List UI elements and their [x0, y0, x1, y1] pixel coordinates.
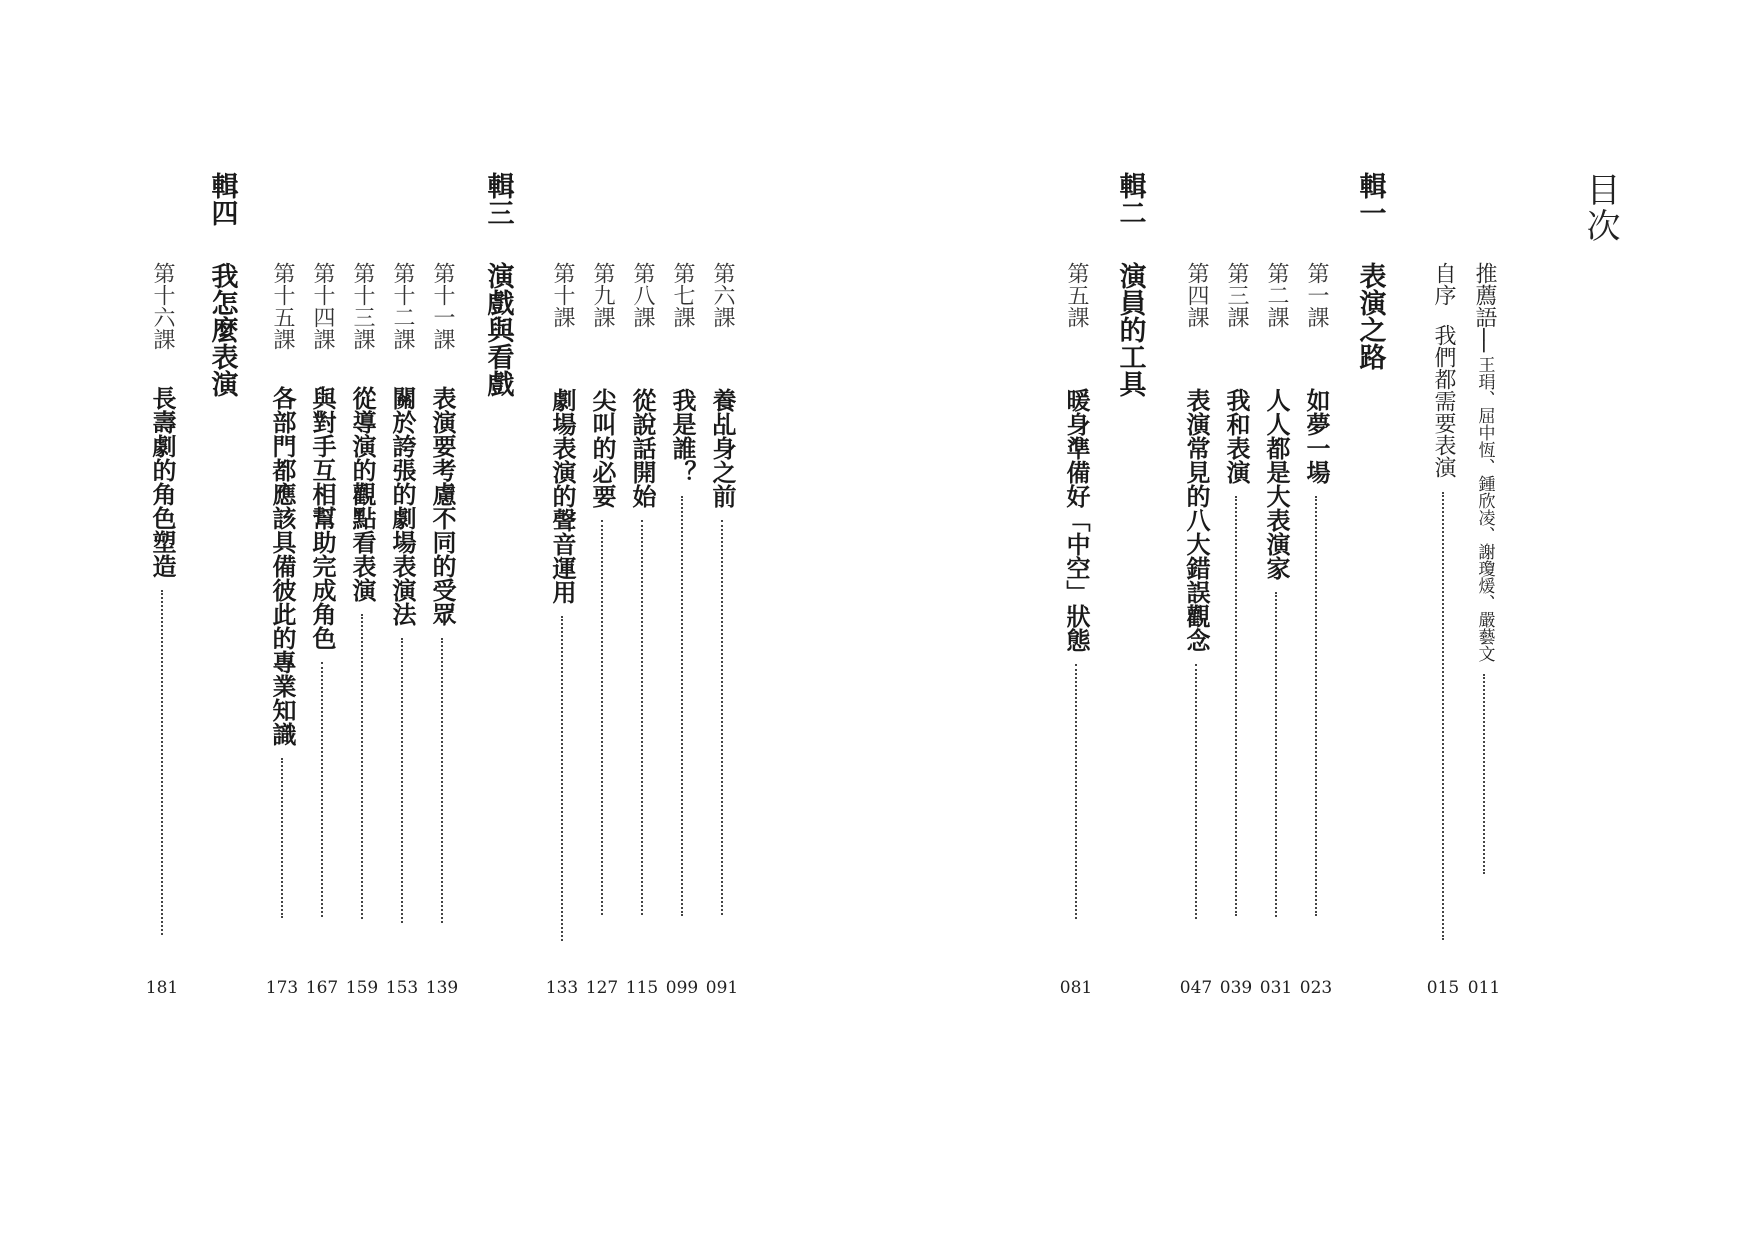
leader-dots [1315, 496, 1317, 916]
lesson-title: 養乩身之前 [708, 388, 737, 508]
toc-entry-lesson-9[interactable] [582, 262, 622, 915]
lesson-title: 與對手互相幫助完成角色 [308, 386, 337, 650]
lesson-label: 第七課 [670, 262, 695, 328]
entry-names: 王琄、屈中恆、鍾欣凌、謝瓊煖、嚴藝文 [1474, 356, 1495, 663]
part-3-title-column [478, 262, 518, 397]
lesson-title: 如夢一場 [1302, 388, 1331, 484]
page-number: 153 [385, 978, 419, 998]
leader-dots [361, 614, 363, 919]
page-number: 127 [585, 978, 619, 998]
lesson-label: 第二課 [1264, 262, 1289, 328]
part-3-label: 輯三 [482, 172, 514, 226]
leader-dots [1195, 664, 1197, 919]
lesson-label: 第三課 [1224, 262, 1249, 328]
lesson-title: 劇場表演的聲音運用 [548, 388, 577, 604]
lesson-title: 表演要考慮不同的受眾 [428, 386, 457, 626]
leader-dots [1075, 664, 1077, 919]
entry-title: 我們都需要表演 [1431, 324, 1456, 478]
lesson-label: 第四課 [1184, 262, 1209, 328]
page-number: 133 [545, 978, 579, 998]
leader-dots [401, 638, 403, 923]
toc-entry-lesson-3[interactable] [1216, 262, 1256, 916]
lesson-title: 表演常見的八大錯誤觀念 [1182, 388, 1211, 652]
leader-dots [321, 662, 323, 917]
lesson-title: 關於誇張的劇場表演法 [388, 386, 417, 626]
leader-dots [1483, 674, 1485, 874]
page-number: 031 [1259, 978, 1293, 998]
part-3-label-column [478, 172, 518, 226]
lesson-label: 第十二課 [390, 262, 415, 350]
page-number: 091 [705, 978, 739, 998]
toc-entry-lesson-2[interactable] [1256, 262, 1296, 917]
lesson-label: 第五課 [1064, 262, 1089, 328]
leader-dots [641, 520, 643, 915]
page-number: 023 [1299, 978, 1333, 998]
part-2-label: 輯二 [1114, 172, 1146, 226]
page-number: 159 [345, 978, 379, 998]
lesson-title: 尖叫的必要 [588, 388, 617, 508]
lesson-label: 第十課 [550, 262, 575, 328]
lesson-title: 從導演的觀點看表演 [348, 386, 377, 602]
toc-entry-lesson-5[interactable] [1056, 262, 1096, 919]
entry-label: 自序 [1431, 262, 1456, 306]
page-number: 099 [665, 978, 699, 998]
entry-dash: ── [1472, 328, 1496, 353]
toc-entry-lesson-4[interactable] [1176, 262, 1216, 919]
page-number: 167 [305, 978, 339, 998]
page-number: 039 [1219, 978, 1253, 998]
lesson-label: 第九課 [590, 262, 615, 328]
lesson-label: 第一課 [1304, 262, 1329, 328]
page-number: 181 [145, 978, 179, 998]
lesson-label: 第十一課 [430, 262, 455, 350]
page-number: 115 [625, 978, 659, 998]
part-3-title: 演戲與看戲 [482, 262, 514, 397]
lesson-title: 長壽劇的角色塑造 [148, 386, 177, 578]
lesson-label: 第八課 [630, 262, 655, 328]
part-1-label-column [1350, 172, 1390, 226]
part-4-title-column [202, 262, 242, 397]
leader-dots [601, 520, 603, 915]
entry-label: 推薦語 [1472, 262, 1497, 328]
leader-dots [281, 758, 283, 918]
part-1-label: 輯一 [1354, 172, 1386, 226]
leader-dots [681, 496, 683, 916]
toc-entry-recommend[interactable] [1464, 262, 1504, 874]
page-number: 011 [1467, 978, 1501, 998]
lesson-title: 我是誰？ [668, 388, 697, 484]
leader-dots [1442, 492, 1444, 940]
toc-entry-zixu[interactable] [1423, 262, 1463, 940]
lesson-label: 第十四課 [310, 262, 335, 350]
toc-title: 目次 [1580, 172, 1620, 244]
lesson-label: 第十六課 [150, 262, 175, 350]
toc-entry-lesson-11[interactable] [422, 262, 462, 923]
leader-dots [441, 638, 443, 923]
lesson-title: 人人都是大表演家 [1262, 388, 1291, 580]
part-2-title: 演員的工具 [1114, 262, 1146, 397]
part-2-label-column [1110, 172, 1150, 226]
leader-dots [1275, 592, 1277, 917]
toc-entry-lesson-6[interactable] [702, 262, 742, 915]
lesson-label: 第六課 [710, 262, 735, 328]
toc-entry-lesson-15[interactable] [262, 262, 302, 918]
leader-dots [721, 520, 723, 915]
toc-entry-lesson-16[interactable] [142, 262, 182, 935]
part-2-title-column [1110, 262, 1150, 397]
lesson-label: 第十五課 [270, 262, 295, 350]
page-number: 081 [1059, 978, 1093, 998]
part-1-title-column [1350, 262, 1390, 370]
leader-dots [1235, 496, 1237, 916]
toc-entry-lesson-10[interactable] [542, 262, 582, 941]
lesson-title: 各部門都應該具備彼此的專業知識 [268, 386, 297, 746]
toc-entry-lesson-14[interactable] [302, 262, 342, 917]
part-4-label-column [202, 172, 242, 226]
page-number: 015 [1426, 978, 1460, 998]
part-4-title: 我怎麼表演 [206, 262, 238, 397]
lesson-title: 我和表演 [1222, 388, 1251, 484]
toc-entry-lesson-13[interactable] [342, 262, 382, 919]
toc-entry-lesson-8[interactable] [622, 262, 662, 915]
page-number: 173 [265, 978, 299, 998]
lesson-title: 暖身準備好「中空」狀態 [1062, 388, 1091, 652]
toc-entry-lesson-7[interactable] [662, 262, 702, 916]
part-4-label: 輯四 [206, 172, 238, 226]
part-1-title: 表演之路 [1354, 262, 1386, 370]
toc-entry-lesson-1[interactable] [1296, 262, 1336, 916]
toc-title-column [1580, 172, 1620, 244]
toc-entry-lesson-12[interactable] [382, 262, 422, 923]
lesson-label: 第十三課 [350, 262, 375, 350]
leader-dots [161, 590, 163, 935]
leader-dots [561, 616, 563, 941]
page-number: 047 [1179, 978, 1213, 998]
lesson-title: 從說話開始 [628, 388, 657, 508]
page-number: 139 [425, 978, 459, 998]
